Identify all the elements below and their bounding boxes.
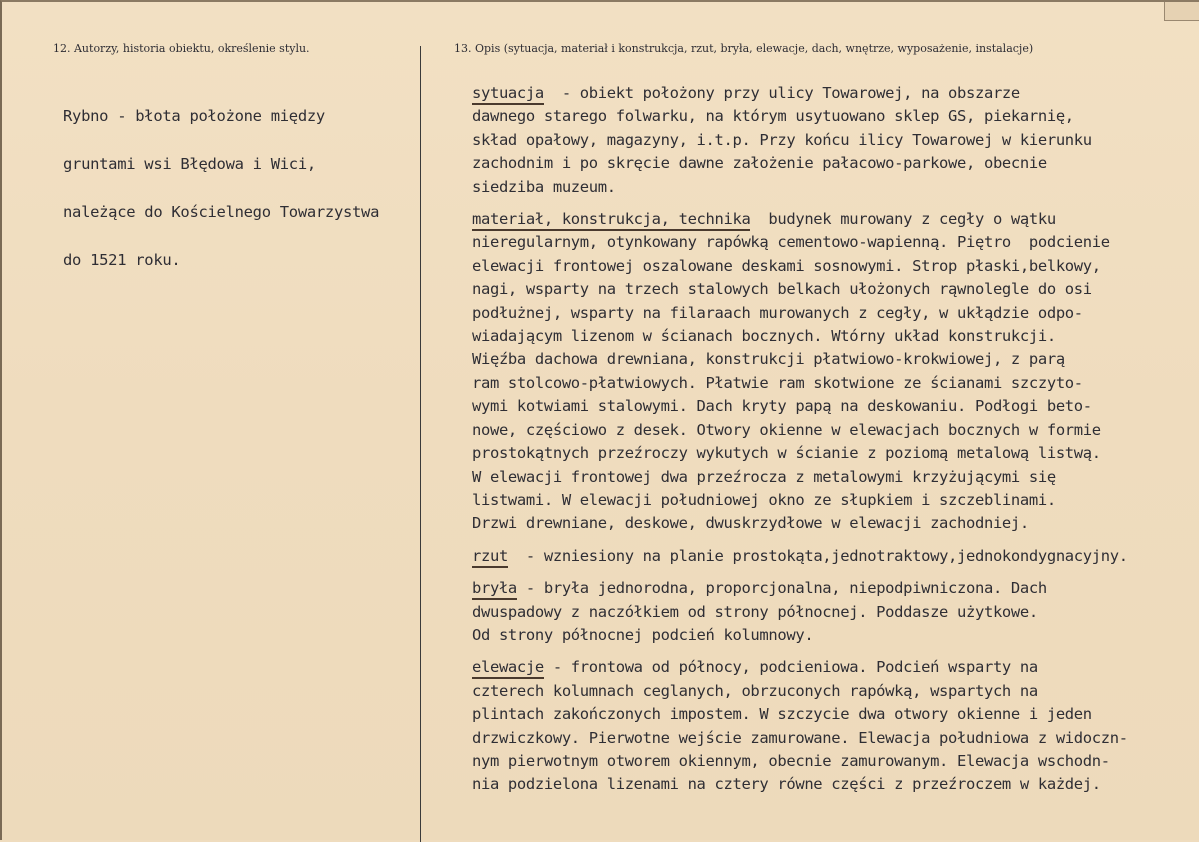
text-line: Więźba dachowa drewniana, konstrukcji płatwiowo-krokwiowej, z parą — [472, 350, 1065, 369]
text-line: elewacji frontowej oszalowane deskami sosnowymi. Strop płaski,belkowy, — [472, 256, 1101, 275]
text-line: W elewacji frontowej dwa przeźrocza z metalowymi krzyżującymi się — [472, 467, 1056, 486]
text-line: Drzwi drewniane, deskowe, dwuskrzydłowe w elewacji zachodniej. — [472, 514, 1029, 533]
line-rest: - obiekt położony przy ulicy Towarowej, na obszarze — [543, 84, 1020, 102]
text-line: prostokątnych przeźroczy wykutych w ścianie z poziomą metalową listwą. — [472, 444, 1101, 463]
line-rest: - bryła jednorodna, proporcjonalna, niepodpiwniczona. Dach — [516, 579, 1047, 598]
keyword-sytuacja: sytuacja — [472, 84, 544, 105]
text-line: dawnego starego folwarku, na którym usytuowano sklep GS, piekarnię, — [472, 107, 1074, 126]
description-text — [472, 82, 1197, 806]
text-line: nia podzielona lizenami na cztery równe części z przeźroczem w każdej. — [472, 775, 1101, 794]
text-line: skład opałowy, magazyny, i.t.p. Przy końcu ilicy Towarowej w kierunku — [472, 130, 1092, 149]
text-line — [472, 577, 1197, 600]
line-rest: budynek murowany z cegły o wątku — [750, 210, 1056, 229]
authors-history-text — [63, 80, 418, 296]
keyword-material: materiał, konstrukcja, technika — [472, 210, 750, 231]
text-line: Od strony północnej podcień kolumnowy. — [472, 625, 814, 644]
text-line: nagi, wsparty na trzech stalowych belkach ułożonych rąwnolegle do osi — [472, 280, 1092, 299]
section-bryla — [472, 577, 1197, 647]
section-12-heading: 12. Autorzy, historia obiektu, określenie stylu. — [53, 42, 310, 55]
text-line — [472, 82, 1197, 105]
text-line — [472, 545, 1197, 568]
text-line: nym pierwotnym otworem okiennym, obecnie zamurowanym. Elewacja wschodn- — [472, 751, 1110, 770]
line-rest: - frontowa od północy, podcieniowa. Podcień wsparty na — [543, 658, 1038, 677]
sheet-corner-edge — [1164, 2, 1199, 21]
text-line: podłużnej, wsparty na filaraach murowanych z cegły, w ukłądzie odpo- — [472, 303, 1083, 322]
text-line: siedziba muzeum. — [472, 177, 616, 196]
section-sytuacja — [472, 82, 1197, 199]
section-material — [472, 208, 1197, 536]
keyword-bryla: bryła — [472, 579, 517, 600]
text-line: do 1521 roku. — [63, 251, 181, 269]
line-rest: - wzniesiony na planie prostokąta,jednotraktowy,jednokondygnacyjny. — [507, 546, 1128, 565]
text-line: zachodnim i po skręcie dawne założenie pałacowo-parkowe, obecnie — [472, 154, 1047, 173]
text-line: czterech kolumnach ceglanych, obrzuconych rapówką, wspartych na — [472, 681, 1038, 700]
text-line: nowe, częściowo z desek. Otwory okienne w elewacjach bocznych w formie — [472, 420, 1101, 439]
text-line: ram stolcowo-płatwiowych. Płatwie ram skotwione ze ścianami szczyto- — [472, 373, 1083, 392]
text-line: plintach zakończonych impostem. W szczycie dwa otwory okienne i jeden — [472, 705, 1092, 724]
section-rzut — [472, 545, 1197, 568]
text-line: wymi kotwiami stalowymi. Dach kryty papą na deskowaniu. Podłogi beto- — [472, 397, 1092, 416]
text-line: nieregularnym, otynkowany rapówką cementowo-wapienną. Piętro podcienie — [472, 233, 1110, 252]
text-line — [472, 208, 1197, 231]
section-13-heading: 13. Opis (sytuacja, materiał i konstrukcja, rzut, bryła, elewacje, dach, wnętrze, wyposażenie, instalacje) — [454, 42, 1034, 55]
text-line: wiadającym lizenom w ścianach bocznych. Wtórny układ konstrukcji. — [472, 327, 1056, 346]
keyword-elewacje: elewacje — [472, 658, 544, 679]
section-elewacje — [472, 656, 1197, 796]
text-line: gruntami wsi Błędowa i Wici, — [63, 155, 316, 173]
text-line: drzwiczkowy. Pierwotne wejście zamurowane. Elewacja południowa z widoczn- — [472, 728, 1128, 747]
text-line: listwami. W elewacji południowej okno ze słupkiem i szczeblinami. — [472, 490, 1056, 509]
text-line — [472, 656, 1197, 679]
column-divider — [420, 46, 421, 842]
text-line: należące do Kościelnego Towarzystwa — [63, 203, 380, 221]
keyword-rzut: rzut — [472, 547, 508, 568]
text-line: Rybno - błota położone między — [63, 107, 325, 125]
text-line: dwuspadowy z naczółkiem od strony północnej. Poddasze użytkowe. — [472, 602, 1038, 621]
